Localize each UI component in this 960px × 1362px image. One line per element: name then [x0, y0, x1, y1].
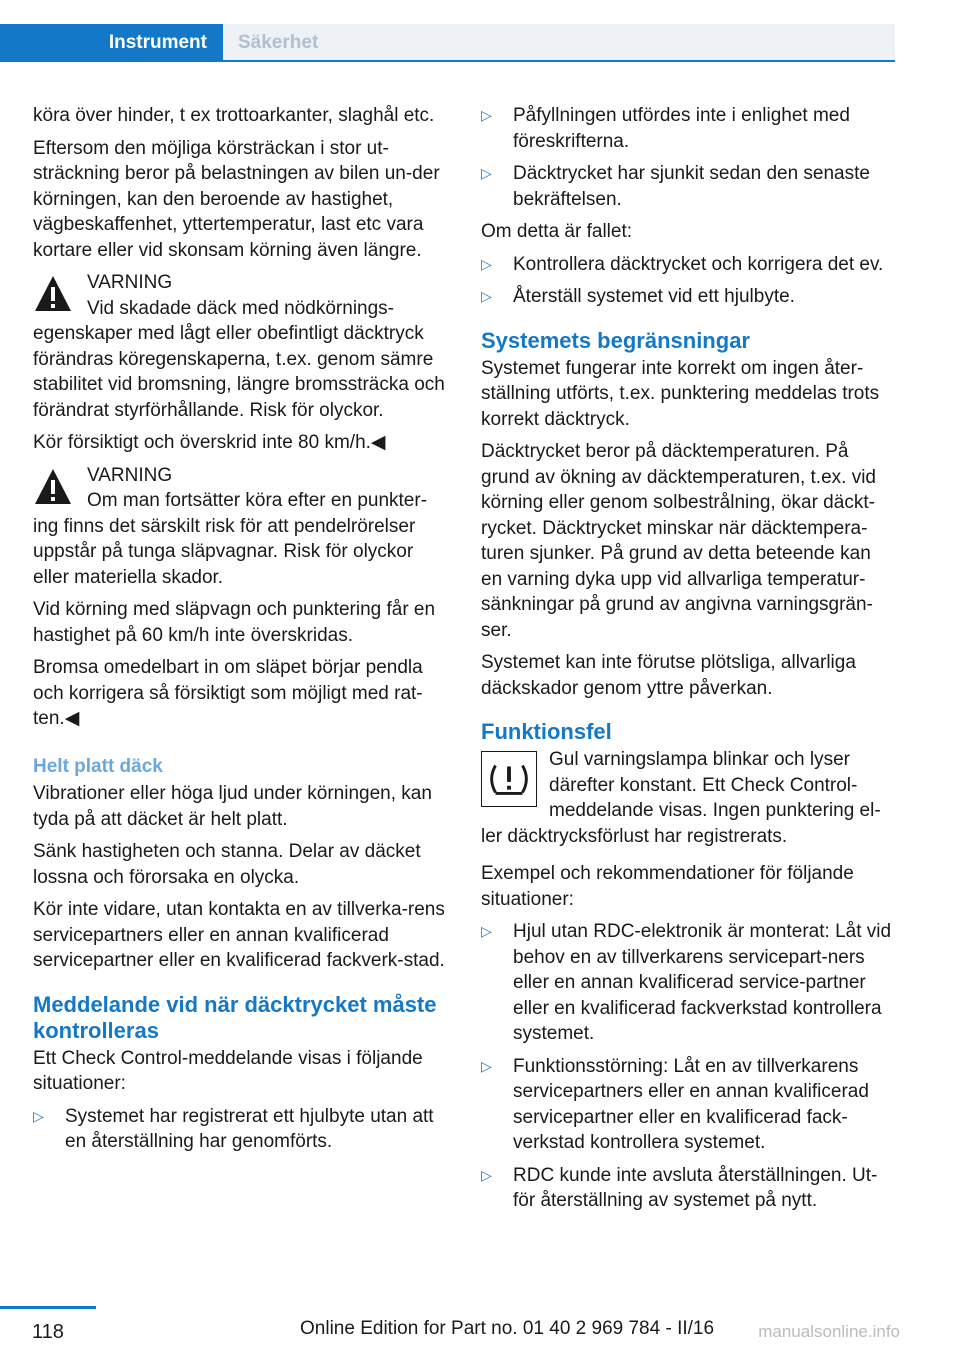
warning-block	[33, 463, 448, 591]
edition-text: Online Edition for Part no. 01 40 2 969 784 - II/16	[300, 1318, 715, 1339]
section-heading: Meddelande vid när däcktrycket måste kontrolleras	[33, 991, 437, 1043]
paragraph: Däcktrycket beror på däcktemperaturen. På grund av ökning av däcktemperaturen, t.ex. vid körning eller genom solbestrålning, ökar däckt-rycket. Däcktrycket minskar när däcktempera-turen sjunker. På grund av detta beteende kan en varning dyka upp vid allvarliga temperatur-sänkningar på grund av angivna varningsgrän-ser.	[481, 441, 877, 641]
warning-block	[33, 270, 448, 423]
triangle-bullet-icon: ▷	[481, 255, 492, 272]
paragraph: Exempel och rekommendationer för följande situationer:	[481, 863, 854, 910]
left-column	[33, 103, 448, 1162]
list-item: ▷ Påfyllningen utfördes inte i enlighet med föreskrifterna.	[481, 105, 850, 152]
warning-title: VARNING	[87, 464, 173, 486]
triangle-bullet-icon: ▷	[481, 288, 492, 304]
paragraph: Gul varningslampa blinkar och lyser därefter konstant. Ett Check Control-meddelande visas. Ingen punktering el-ler däcktrycksförlust har registrerats.	[481, 749, 881, 847]
paragraph: Systemet fungerar inte korrekt om ingen åter-ställning utförts, t.ex. punktering meddelas trots korrekt däcktryck.	[481, 357, 880, 430]
section-heading: Funktionsfel	[481, 719, 612, 744]
list-item: ▷ RDC kunde inte avsluta återställningen. Ut-för återställning av systemet på nytt.	[481, 1164, 878, 1211]
list-item: ▷ Systemet har registrerat ett hjulbyte utan att en återställning har genomförts.	[33, 1105, 434, 1152]
triangle-bullet-icon: ▷	[481, 107, 492, 123]
triangle-bullet-icon: ▷	[481, 1166, 492, 1183]
triangle-bullet-icon: ▷	[481, 1057, 492, 1074]
list-item: ▷ Hjul utan RDC-elektronik är monterat: Låt vid behov en av tillverkarens servicepart-ners eller en annan kvalificerad service-partner eller en kvalificerad fackverkstad kontrollera systemet.	[481, 921, 892, 1044]
tire-pressure-warning-icon	[481, 751, 537, 807]
watermark: manualsonline.info	[758, 1322, 900, 1341]
paragraph: Kör inte vidare, utan kontakta en av tillverka-rens servicepartners eller en annan kvalificerad servicepartner eller en kvalificerad fackverk-stad.	[33, 899, 445, 971]
section-heading: Systemets begränsningar	[481, 327, 750, 353]
warning-triangle-icon	[33, 274, 73, 314]
triangle-bullet-icon: ▷	[33, 1107, 44, 1124]
tab-instrument[interactable]: Instrument	[0, 24, 223, 62]
tab-sakerhet[interactable]: Säkerhet	[223, 24, 895, 62]
warning-text: Om man fortsätter köra efter en punkter-ing finns det särskilt risk för att pendelrörelser uppstår på tunga släpvagnar. Risk för olyckor eller materiella skador.	[33, 490, 428, 588]
list-item: ▷ Funktionsstörning: Låt en av tillverkarens servicepartners eller en annan kvalificerad servicepartner eller en kvalificerad fack-verkstad kontrollera systemet.	[481, 1055, 869, 1153]
header-tabs	[0, 24, 895, 62]
paragraph: Vibrationer eller höga ljud under körningen, kan tyda på att däcket är helt platt.	[33, 783, 432, 830]
paragraph: Kör försiktigt och överskrid inte 80 km/h.◀	[33, 432, 386, 453]
paragraph: Sänk hastigheten och stanna. Delar av däcket lossna och förorsaka en olycka.	[33, 841, 421, 888]
warning-text: Vid skadade däck med nödkörnings-egenskaper med lågt eller obefintligt däcktryck förändras köregenskaperna, t.ex. genom sämre stabilitet vid bromsning, längre bromssträcka och förändrat styrförhållande. Risk för olyckor.	[33, 297, 445, 421]
triangle-bullet-icon: ▷	[481, 923, 492, 939]
warning-triangle-icon	[33, 467, 73, 507]
list-item: ▷ Däcktrycket har sjunkit sedan den senaste bekräftelsen.	[481, 163, 870, 210]
paragraph: Ett Check Control-meddelande visas i följande situationer:	[33, 1047, 423, 1094]
paragraph: Systemet kan inte förutse plötsliga, allvarliga däckskador genom yttre påverkan.	[481, 652, 856, 699]
fault-block	[481, 747, 896, 849]
triangle-bullet-icon: ▷	[481, 165, 492, 181]
paragraph: köra över hinder, t ex trottoarkanter, slaghål etc.	[33, 105, 435, 126]
header-rule	[0, 60, 895, 62]
section-heading: Helt platt däck	[33, 755, 163, 777]
paragraph: Vid körning med släpvagn och punktering får en hastighet på 60 km/h inte överskridas.	[33, 599, 436, 646]
list-item: ▷ Återställ systemet vid ett hjulbyte.	[481, 284, 896, 310]
paragraph: Om detta är fallet:	[481, 221, 633, 242]
paragraph: Bromsa omedelbart in om släpet börjar pendla och korrigera så försiktigt som möjligt med rat-ten.◀	[33, 657, 423, 729]
paragraph: Eftersom den möjliga körsträckan i stor ut-sträckning beror på belastningen av bilen un-der körningen, kan den beroende av hastighet, vägbeskaffenhet, yttertemperatur, last etc vara kortare eller vid skonsam körning även längre.	[33, 137, 440, 261]
warning-title: VARNING	[87, 272, 173, 293]
right-column	[481, 103, 896, 1221]
list-item: ▷ Kontrollera däcktrycket och korrigera det ev.	[481, 252, 896, 278]
page-number: 118	[0, 1306, 96, 1344]
